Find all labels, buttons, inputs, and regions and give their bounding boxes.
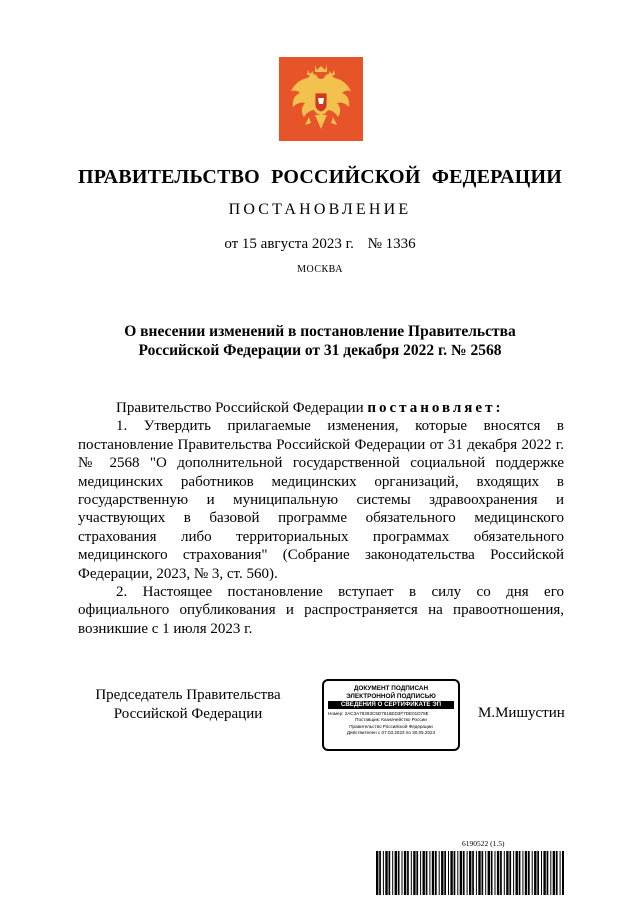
barcode-bar — [562, 851, 564, 895]
signer-position — [78, 686, 298, 724]
item-1-paragraph: 1. Утвердить прилагаемые изменения, которые вносятся в постановление Правительства Российской Федерации от 31 декабря 2022 г. № 2568 "О дополнительной государственной социальной поддержке медицинских работников медицинских организаций, входящих в государственную и муниципальную системы здравоохранения и участвующих в базовой программе обязательного медицинского страхования либо территориальных программах обязательного медицинского страхования" (Собрание законодательства Российской Федерации, 2023, № 3, ст. 560). — [78, 418, 564, 582]
barcode-bar — [469, 851, 471, 895]
barcode-bar — [463, 851, 465, 895]
stamp-band: СВЕДЕНИЯ О СЕРТИФИКАТЕ ЭП — [328, 701, 454, 709]
barcode-bar — [556, 851, 558, 895]
stamp-line-1: ДОКУМЕНТ ПОДПИСАН — [353, 685, 429, 692]
document-body — [78, 399, 564, 638]
barcode-bar — [485, 851, 486, 895]
barcode-bar — [532, 851, 533, 895]
barcode-bar — [543, 851, 545, 895]
signer-position-line-2: Российской Федерации — [113, 706, 263, 722]
barcode-bar — [482, 851, 484, 895]
barcode-bar — [404, 851, 406, 895]
barcode-bar — [495, 851, 496, 895]
barcode-bar — [506, 851, 508, 895]
barcode-bar — [491, 851, 493, 895]
barcode-bar — [411, 851, 412, 895]
barcode-bar — [426, 851, 428, 895]
barcode-bar — [560, 851, 561, 895]
barcode-bar — [488, 851, 490, 895]
barcode-bar — [423, 851, 425, 895]
barcode-bar — [522, 851, 523, 895]
barcode-bar — [550, 851, 551, 895]
barcode-bar — [509, 851, 511, 895]
stamp-issuer-line-2: Правительство Российской Федерации — [349, 723, 433, 729]
barcode-bar — [525, 851, 527, 895]
signer-position-line-1: Председатель Правительства — [95, 687, 281, 703]
barcode-bar — [519, 851, 521, 895]
barcode-bar — [478, 851, 480, 895]
subject-line-2: Российской Федерации от 31 декабря 2022 г. № 2568 — [138, 342, 502, 359]
barcode-bar — [432, 851, 434, 895]
barcode-bar — [513, 851, 514, 895]
barcode-bar — [537, 851, 539, 895]
document-number: № 1336 — [367, 236, 416, 252]
barcode-bar — [476, 851, 477, 895]
barcode-bar — [534, 851, 536, 895]
intro-text: Правительство Российской Федерации — [116, 400, 368, 416]
stamp-issuer-line-1: Поставщик: Казначейство России — [355, 717, 427, 723]
barcode-bar — [497, 851, 499, 895]
barcode-bar — [450, 851, 452, 895]
barcode-number: 6190522 (1.5) — [462, 839, 505, 848]
document-date-line — [0, 236, 640, 253]
barcode-bar — [402, 851, 403, 895]
barcode-bar — [547, 851, 549, 895]
barcode-bar — [448, 851, 449, 895]
barcode-bar — [395, 851, 397, 895]
subject-line-1: О внесении изменений в постановление Правительства — [124, 323, 516, 340]
document-city: МОСКВА — [297, 264, 343, 275]
barcode-bar — [435, 851, 437, 895]
electronic-signature-stamp — [322, 679, 460, 751]
intro-verb: постановляет: — [367, 400, 504, 416]
barcode-bar — [444, 851, 446, 895]
barcode-bar — [383, 851, 384, 895]
barcode-bar — [439, 851, 440, 895]
barcode-bar — [416, 851, 418, 895]
intro-paragraph — [78, 399, 564, 417]
barcode-bar — [528, 851, 530, 895]
stamp-validity: Действителен с 07.03.2023 по 30.05.2024 — [346, 729, 436, 735]
item-2-paragraph: 2. Настоящее постановление вступает в силу со дня его официального опубликования и распространяется на правоотношения, возникшие с 1 июля 2023 г. — [78, 584, 564, 637]
barcode-bar — [454, 851, 456, 895]
barcode-bar — [516, 851, 518, 895]
barcode-bar — [379, 851, 381, 895]
barcode-bar — [376, 851, 378, 895]
barcode-bar — [398, 851, 400, 895]
barcode-bar — [413, 851, 415, 895]
barcode-bar — [407, 851, 409, 895]
coat-of-arms-emblem — [279, 57, 363, 141]
stamp-serial: Номер: 2AC3A79293C5D7616ED3F7DE01D78E — [328, 711, 429, 717]
barcode-bar — [504, 851, 505, 895]
barcode-bar — [472, 851, 474, 895]
barcode-bar — [392, 851, 393, 895]
barcode-bar — [441, 851, 443, 895]
barcode-bar — [420, 851, 421, 895]
barcode-bar — [389, 851, 391, 895]
barcode-bar — [467, 851, 468, 895]
barcode — [376, 851, 564, 895]
government-title: ПРАВИТЕЛЬСТВО РОССИЙСКОЙ ФЕДЕРАЦИИ — [78, 166, 562, 188]
barcode-bar — [385, 851, 387, 895]
document-type: ПОСТАНОВЛЕНИЕ — [228, 201, 412, 218]
barcode-bar — [541, 851, 542, 895]
barcode-bar — [500, 851, 502, 895]
document-date: от 15 августа 2023 г. — [224, 236, 354, 252]
barcode-bar — [457, 851, 458, 895]
document-subject — [100, 322, 540, 360]
barcode-bar — [460, 851, 462, 895]
stamp-line-2: ЭЛЕКТРОННОЙ ПОДПИСЬЮ — [346, 692, 436, 700]
barcode-bar — [429, 851, 430, 895]
barcode-bar — [553, 851, 555, 895]
signer-name: М.Мишустин — [478, 705, 565, 721]
